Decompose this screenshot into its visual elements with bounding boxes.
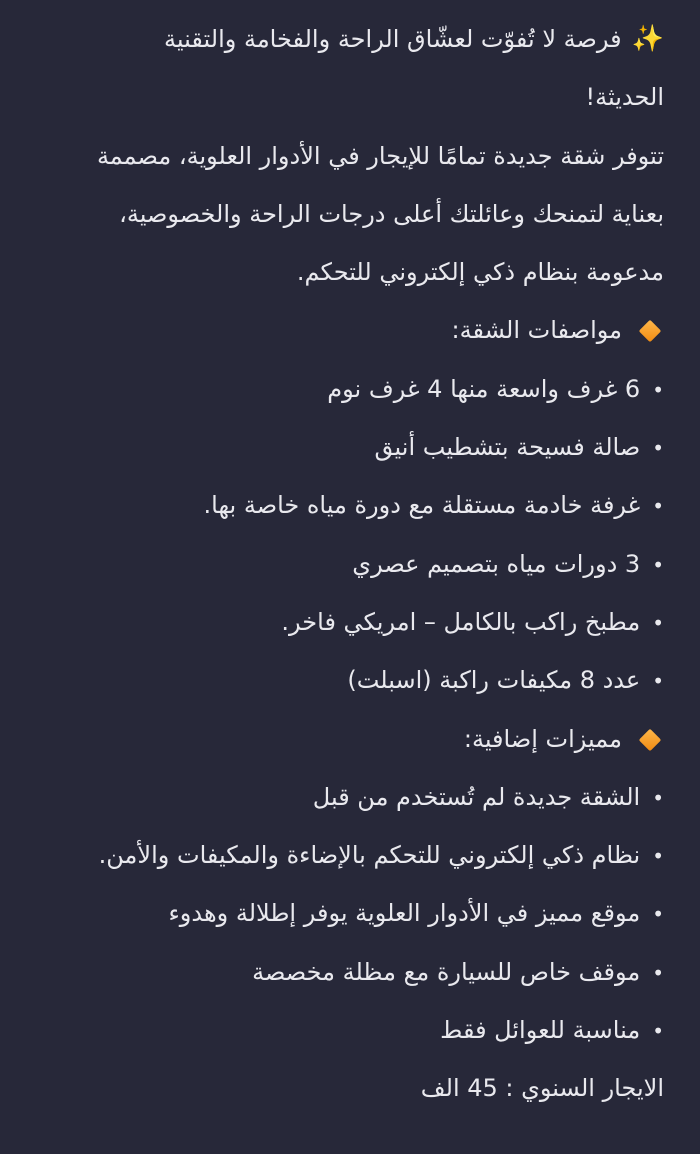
list-item	[30, 884, 664, 942]
spec-item-text: غرفة خادمة مستقلة مع دورة مياه خاصة بها.	[203, 491, 641, 520]
intro-text-2: الحديثة!	[585, 83, 664, 112]
bullet-icon: •	[652, 552, 664, 577]
list-item	[30, 651, 664, 709]
extra-item-text: موقف خاص للسيارة مع مظلة مخصصة	[252, 957, 641, 986]
list-item	[30, 360, 664, 418]
list-item	[30, 476, 664, 534]
bullet-icon: •	[652, 669, 664, 694]
spec-item-text: 3 دورات مياه بتصميم عصري	[352, 549, 641, 578]
bullet-icon: •	[652, 960, 664, 985]
specs-heading-text: مواصفات الشقة:	[451, 316, 622, 345]
intro-line	[30, 10, 664, 68]
list-item	[30, 943, 664, 1001]
bullet-icon: •	[652, 377, 664, 402]
description-line-1	[30, 127, 664, 185]
list-item	[30, 593, 664, 651]
extra-item-text: الشقة جديدة لم تُستخدم من قبل	[312, 782, 641, 811]
bullet-icon: •	[652, 436, 664, 461]
haraj-watermark-logo	[544, 1120, 694, 1154]
spec-item-text: صالة فسيحة بتشطيب أنيق	[374, 433, 641, 462]
list-item	[30, 1001, 664, 1059]
list-item	[30, 418, 664, 476]
description-line-2	[30, 185, 664, 243]
bullet-icon: •	[652, 785, 664, 810]
list-item	[30, 768, 664, 826]
bullet-icon: •	[652, 902, 664, 927]
intro-line-2	[30, 68, 664, 126]
bullet-icon: •	[652, 844, 664, 869]
spec-item-text: عدد 8 مكيفات راكبة (اسبلت)	[347, 666, 641, 695]
list-item	[30, 826, 664, 884]
extra-item-text: مناسبة للعوائل فقط	[440, 1016, 641, 1045]
specs-heading	[30, 301, 664, 359]
description-text-2: بعناية لتمنحك وعائلتك أعلى درجات الراحة والخصوصية،	[119, 199, 664, 228]
bullet-icon: •	[652, 494, 664, 519]
orange-diamond-icon	[639, 728, 662, 751]
description-text-3: مدعومة بنظام ذكي إلكتروني للتحكم.	[296, 258, 664, 287]
extra-item-text: موقع مميز في الأدوار العلوية يوفر إطلالة وهدوء	[168, 899, 641, 928]
spec-item-text: 6 غرف واسعة منها 4 غرف نوم	[327, 374, 641, 403]
price-line	[30, 1059, 664, 1117]
spec-item-text: مطبخ راكب بالكامل – امريكي فاخر.	[281, 607, 641, 636]
bullet-icon: •	[652, 610, 664, 635]
list-item	[30, 535, 664, 593]
description-text-1: تتوفر شقة جديدة تمامًا للإيجار في الأدوار العلوية، مصممة	[96, 141, 664, 170]
intro-text-1: فرصة لا تُفوّت لعشّاق الراحة والفخامة والتقنية	[164, 25, 622, 53]
bullet-icon: •	[652, 1019, 664, 1044]
price-text: الايجار السنوي : 45 الف	[420, 1074, 664, 1103]
extras-heading	[30, 710, 664, 768]
orange-diamond-icon	[639, 320, 662, 343]
extras-heading-text: مميزات إضافية:	[463, 724, 622, 753]
sparkles-icon: ✨	[631, 24, 664, 54]
extra-item-text: نظام ذكي إلكتروني للتحكم بالإضاءة والمكيفات والأمن.	[98, 841, 641, 870]
description-line-3	[30, 243, 664, 301]
